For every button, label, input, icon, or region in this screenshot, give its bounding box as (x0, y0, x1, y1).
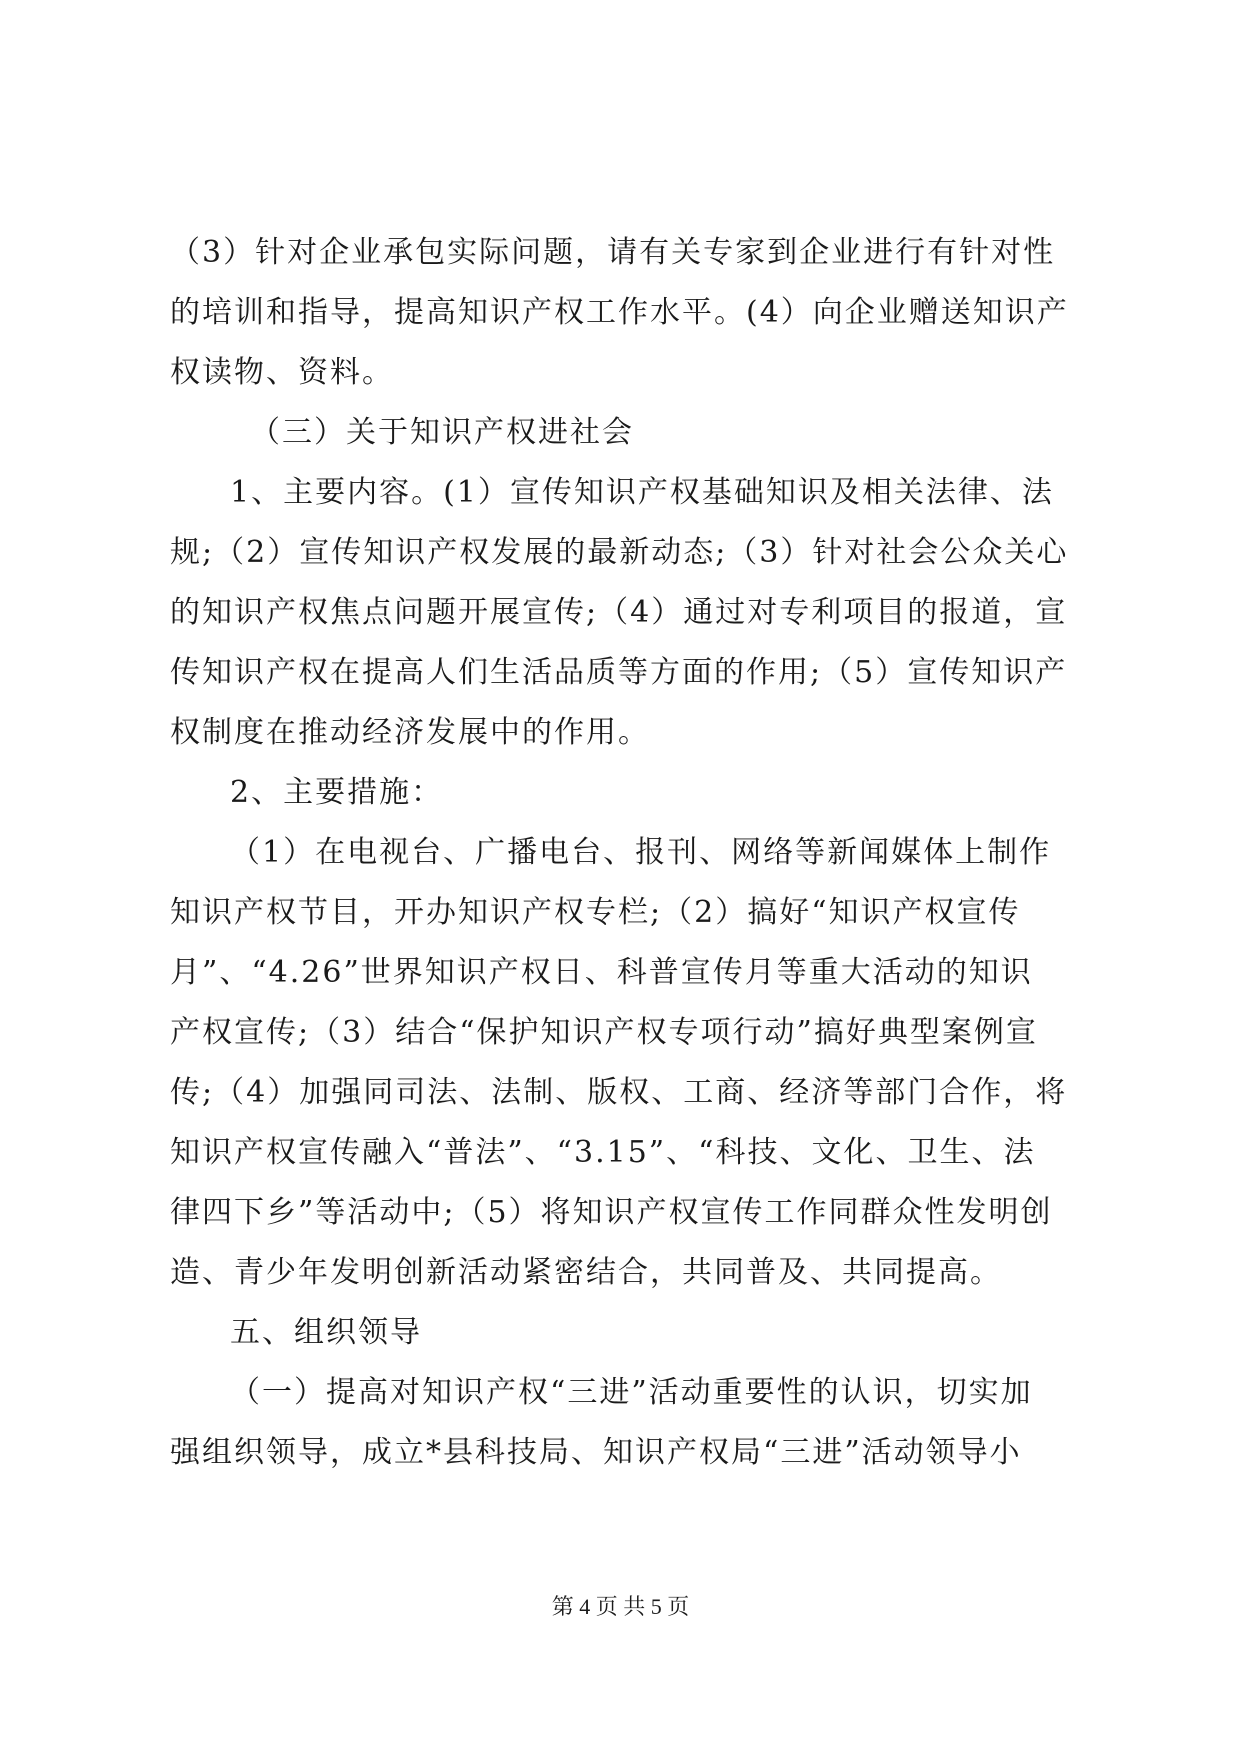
text-line: 造、青少年发明创新活动紧密结合，共同普及、共同提高。 (170, 1255, 1002, 1290)
text-line: 知识产权节目，开办知识产权专栏;（2）搞好“知识产权宣传 (170, 895, 1021, 930)
text-line: 强组织领导，成立*县科技局、知识产权局“三进”活动领导小 (170, 1435, 1022, 1470)
page-footer (0, 1592, 1241, 1622)
text-line: 的知识产权焦点问题开展宣传;（4）通过对专利项目的报道，宣 (170, 595, 1068, 630)
text-line: 权制度在推动经济发展中的作用。 (170, 715, 650, 750)
text-line: 传;（4）加强同司法、法制、版权、工商、经济等部门合作，将 (170, 1075, 1068, 1110)
text-line: 传知识产权在提高人们生活品质等方面的作用;（5）宣传知识产 (170, 655, 1068, 690)
section-heading: 五、组织领导 (230, 1315, 422, 1350)
text-line: 规;（2）宣传知识产权发展的最新动态;（3）针对社会公众关心 (170, 535, 1069, 570)
text-line: 权读物、资料。 (170, 355, 394, 390)
text-line: 1、主要内容。(1）宣传知识产权基础知识及相关法律、法 (230, 475, 1054, 510)
subsection-heading: 2、主要措施： (230, 775, 444, 810)
text-line: （1）在电视台、广播电台、报刊、网络等新闻媒体上制作 (230, 835, 1052, 870)
section-heading: （三）关于知识产权进社会 (250, 415, 634, 450)
text-line: （3）针对企业承包实际问题，请有关专家到企业进行有针对性 (170, 235, 1056, 270)
page-number-label: 第 4 页 共 5 页 (551, 1594, 690, 1619)
text-line: （一）提高对知识产权“三进”活动重要性的认识，切实加 (230, 1375, 1033, 1410)
text-line: 月”、“4.26”世界知识产权日、科普宣传月等重大活动的知识 (170, 955, 1033, 990)
document-body (170, 223, 1080, 1483)
text-line: 律四下乡”等活动中;（5）将知识产权宣传工作同群众性发明创 (170, 1195, 1053, 1230)
text-line: 产权宣传;（3）结合“保护知识产权专项行动”搞好典型案例宣 (170, 1015, 1038, 1050)
text-line: 的培训和指导，提高知识产权工作水平。(4）向企业赠送知识产 (170, 295, 1069, 330)
text-line: 知识产权宣传融入“普法”、“3.15”、“科技、文化、卫生、法 (170, 1135, 1036, 1170)
